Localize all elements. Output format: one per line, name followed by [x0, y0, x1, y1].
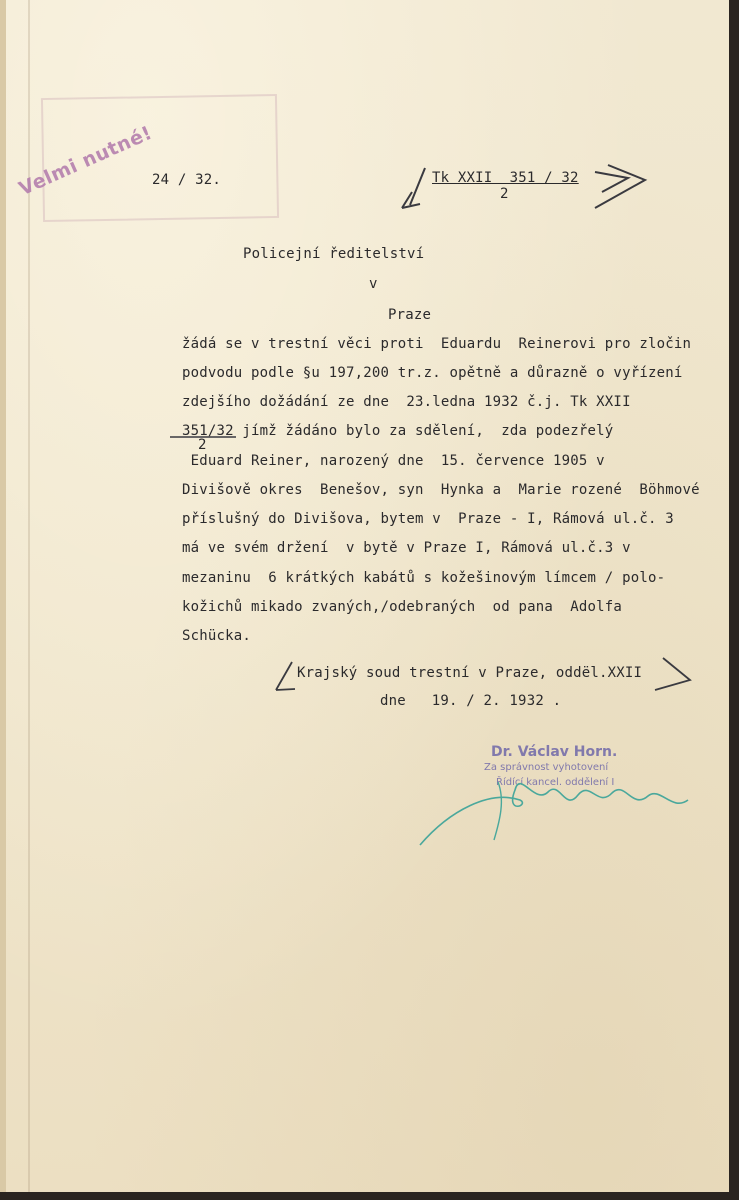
body-line: kožichů mikado zvaných,/odebraných od pana Adolfa — [182, 599, 623, 615]
signature-stamp-line-2: Řídící kancel. oddělení I — [496, 777, 615, 788]
bracket-right-mark — [595, 165, 645, 208]
body-line: má ve svém držení v bytě v Praze I, Rámová ul.č.3 v — [182, 540, 631, 556]
urgent-stamp: Velmi nutné! — [15, 121, 156, 201]
case-reference-denominator: 2 — [500, 186, 509, 202]
addressee-line-2: v — [369, 276, 378, 292]
court-bracket-right — [655, 658, 690, 690]
body-line: Divišově okres Benešov, syn Hynka a Marie rozené Böhmové — [182, 482, 700, 498]
body-line-denominator: 2 — [198, 437, 207, 453]
document-date: dne 19. / 2. 1932 . — [380, 693, 562, 709]
body-line: zdejšího dožádání ze dne 23.ledna 1932 č.j. Tk XXII — [182, 394, 631, 410]
signature-stamp-line-1: Za správnost vyhotovení — [484, 762, 609, 773]
handwritten-signature — [420, 784, 688, 845]
addressee-line-3: Praze — [388, 307, 432, 323]
bracket-left-mark — [402, 168, 425, 208]
court-name: Krajský soud trestní v Praze, oddël.XXII — [297, 665, 643, 681]
addressee-line-1: Policejní ředitelství — [243, 246, 425, 262]
body-line: 351/32 jímž žádáno bylo za sdělení, zda podezřelý — [182, 423, 614, 439]
body-line: mezaninu 6 krátkých kabátů s kožešinovým límcem / polo- — [182, 570, 666, 586]
body-line: Eduard Reiner, narozený dne 15. července 1905 v — [182, 453, 605, 469]
body-line: podvodu podle §u 197,200 tr.z. opětně a důrazně o vyřízení — [182, 365, 683, 381]
body-line: Schücka. — [182, 628, 252, 644]
signature-stroke — [494, 782, 501, 840]
signature-stamp-name: Dr. Václav Horn. — [491, 744, 618, 760]
reference-number: 24 / 32. — [152, 172, 222, 188]
court-bracket-left — [276, 662, 295, 690]
body-line: příslušný do Divišova, bytem v Praze - I, Rámová ul.č. 3 — [182, 511, 674, 527]
case-reference: Tk XXII 351 / 32 — [432, 170, 579, 186]
body-line: žádá se v trestní věci proti Eduardu Reinerovi pro zločin — [182, 336, 692, 352]
